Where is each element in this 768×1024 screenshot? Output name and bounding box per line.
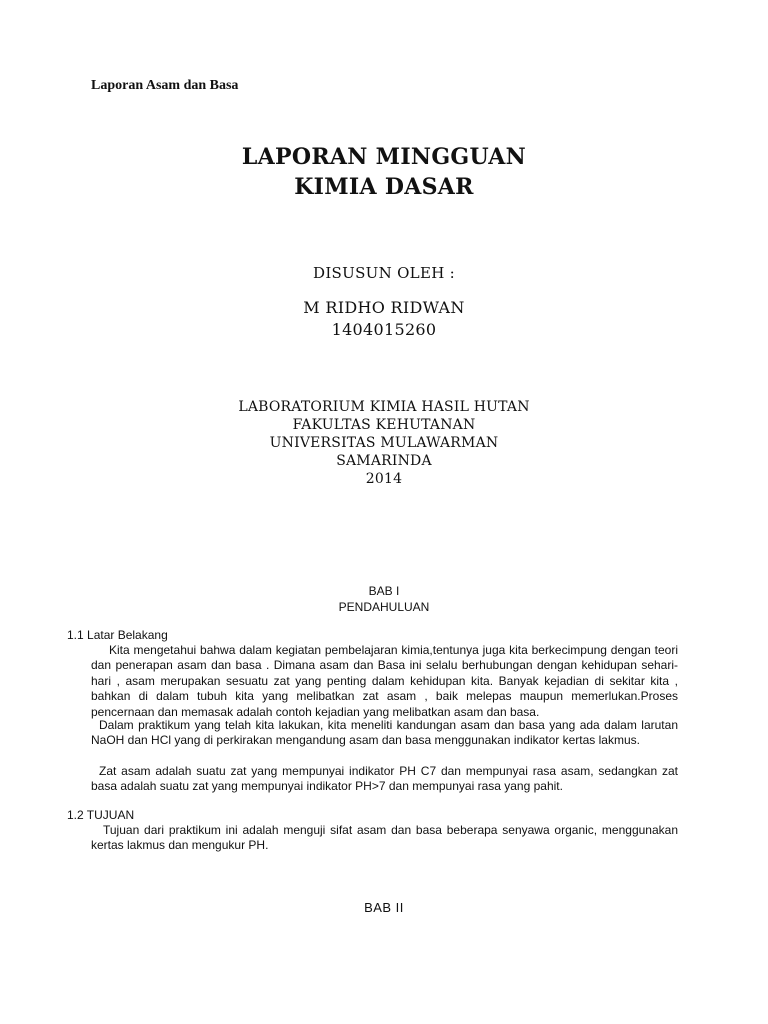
section-1-2-paragraph: Tujuan dari praktikum ini adalah menguji sifat asam dan basa beberapa senyawa organic, menggunakan kertas lakmus dan mengukur PH.: [91, 823, 678, 853]
document-header-note: Laporan Asam dan Basa: [91, 78, 239, 93]
chapter-2-heading: BAB II: [364, 900, 404, 915]
institution-block: [0, 398, 768, 488]
chapter-1-heading: [0, 583, 768, 615]
chapter-1-title: PENDAHULUAN: [338, 600, 430, 614]
report-title: [0, 142, 768, 202]
report-year: 2014: [365, 471, 403, 487]
title-line-1: LAPORAN MINGGUAN: [241, 144, 527, 170]
author-id: 1404015260: [331, 320, 437, 339]
university-name: UNIVERSITAS MULAWARMAN: [269, 435, 499, 451]
title-line-2: KIMIA DASAR: [294, 174, 474, 200]
laboratory-name: LABORATORIUM KIMIA HASIL HUTAN: [238, 399, 530, 415]
section-1-1-paragraph-1: Kita mengetahui bahwa dalam kegiatan pembelajaran kimia,tentunya juga kita berkecimpung dengan teori dan penerapan asam dan basa . Dimana asam dan Basa ini selalu berhubungan dengan kehidupan sehari-hari , asam merupakan sesuatu zat yang penting dalam kehidupan kita. Banyak kejadian di sekitar kita , bahkan di dalam tubuh kita yang melibatkan zat asam , baik melepas maupun memerlukan.Proses pencernaan dan memasak adalah contoh kejadian yang melibatkan asam dan basa.: [91, 643, 678, 719]
section-1-1-paragraph-3: Zat asam adalah suatu zat yang mempunyai indikator PH C7 dan mempunyai rasa asam, sedangkan zat basa adalah suatu zat yang mempunyai indikator PH>7 dan mempunyai rasa yang pahit.: [91, 764, 678, 794]
city-name: SAMARINDA: [336, 453, 432, 469]
section-1-1-paragraph-2: Dalam praktikum yang telah kita lakukan, kita meneliti kandungan asam dan basa yang ada dalam larutan NaOH dan HCl yang di perkirakan mengandung asam dan basa menggunakan indikator kertas lakmus.: [91, 718, 678, 748]
author-name: M RIDHO RIDWAN: [303, 298, 465, 317]
section-1-1-heading: 1.1 Latar Belakang: [67, 628, 168, 642]
faculty-name: FAKULTAS KEHUTANAN: [292, 417, 476, 433]
section-1-2-heading: 1.2 TUJUAN: [67, 808, 135, 822]
author-label: DISUSUN OLEH :: [313, 264, 455, 282]
author-block: [0, 297, 768, 341]
chapter-1-number: BAB I: [368, 584, 400, 598]
